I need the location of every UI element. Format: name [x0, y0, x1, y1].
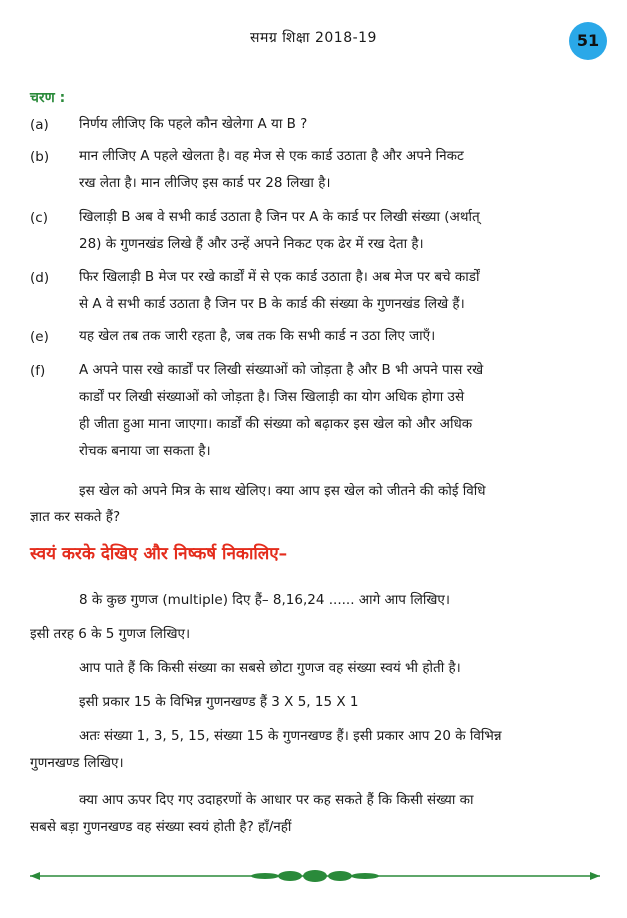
step-line: रोचक बनाया जा सकता है। [79, 443, 211, 459]
right-arrow-icon [590, 872, 600, 880]
step-text [79, 143, 599, 197]
step-text [79, 204, 599, 258]
body-paragraph-3: आप पाते हैं कि किसी संख्या का सबसे छोटा गुणज वह संख्या स्वयं भी होती है। [79, 660, 461, 676]
step-label: (d) [30, 270, 50, 286]
step-line: यह खेल तब तक जारी रहता है, जब तक कि सभी कार्ड न उठा लिए जाएँ। [79, 328, 436, 344]
step-line: ही जीता हुआ माना जाएगा। कार्डों की संख्या को बढ़ाकर इस खेल को और अधिक [79, 416, 473, 432]
step-label: (b) [30, 149, 50, 165]
decorative-border [30, 868, 600, 884]
step-line: खिलाड़ी B अब वे सभी कार्ड उठाता है जिन पर A के कार्ड पर लिखी संख्या (अर्थात् [79, 209, 480, 225]
step-line: से A वे सभी कार्ड उठाता है जिन पर B के कार्ड की संख्या के गुणनखंड लिखे हैं। [79, 296, 465, 312]
step-line: 28) के गुणनखंड लिखे हैं और उन्हें अपने निकट एक ढेर में रख देता है। [79, 236, 424, 252]
game-paragraph-line-1: इस खेल को अपने मित्र के साथ खेलिए। क्या आप इस खेल को जीतने की कोई विधि [79, 483, 486, 499]
step-line: मान लीजिए A पहले खेलता है। वह मेज से एक कार्ड उठाता है और अपने निकट [79, 148, 464, 164]
step-line: रख लेता है। मान लीजिए इस कार्ड पर 28 लिखा है। [79, 175, 331, 191]
body-paragraph-6-line-2: सबसे बड़ा गुणनखण्ड वह संख्या स्वयं होती है? हाँ/नहीं [30, 819, 292, 835]
page-number-badge: 51 [569, 22, 607, 60]
body-paragraph-4: इसी प्रकार 15 के विभिन्न गुणनखण्ड हैं 3 X 5, 15 X 1 [79, 694, 359, 710]
section-heading: स्वयं करके देखिए और निष्कर्ष निकालिए– [30, 544, 288, 564]
game-paragraph-line-2: ज्ञात कर सकते हैं? [30, 509, 121, 525]
body-paragraph-5-line-1: अतः संख्या 1, 3, 5, 15, संख्या 15 के गुणनखण्ड हैं। इसी प्रकार आप 20 के विभिन्न [79, 728, 502, 744]
steps-heading: चरण : [30, 90, 66, 106]
body-paragraph-2: इसी तरह 6 के 5 गुणज लिखिए। [30, 626, 191, 642]
body-paragraph-1: 8 के कुछ गुणज (multiple) दिए हैं– 8,16,24 ...... आगे आप लिखिए। [79, 592, 450, 608]
step-line: कार्डों पर लिखी संख्याओं को जोड़ता है। जिस खिलाड़ी का योग अधिक होगा उसे [79, 389, 465, 405]
step-line: फिर खिलाड़ी B मेज पर रखे कार्डों में से एक कार्ड उठाता है। अब मेज पर बचे कार्डों [79, 269, 480, 285]
step-text [79, 357, 599, 465]
step-label: (f) [30, 363, 46, 379]
step-text [79, 264, 599, 318]
step-label: (c) [30, 210, 48, 226]
step-label: (e) [30, 329, 49, 345]
left-arrow-icon [30, 872, 40, 880]
body-paragraph-6-line-1: क्या आप ऊपर दिए गए उदाहरणों के आधार पर कह सकते हैं कि किसी संख्या का [79, 792, 474, 808]
step-label: (a) [30, 117, 49, 133]
body-paragraph-5-line-2: गुणनखण्ड लिखिए। [30, 755, 124, 771]
step-line: निर्णय लीजिए कि पहले कौन खेलेगा A या B ? [79, 116, 308, 132]
step-line: A अपने पास रखे कार्डों पर लिखी संख्याओं को जोड़ता है और B भी अपने पास रखे [79, 362, 484, 378]
page-header: समग्र शिक्षा 2018-19 [250, 30, 377, 46]
leaf-ornament-icon [251, 870, 379, 882]
step-text [79, 111, 599, 138]
step-text [79, 323, 599, 350]
